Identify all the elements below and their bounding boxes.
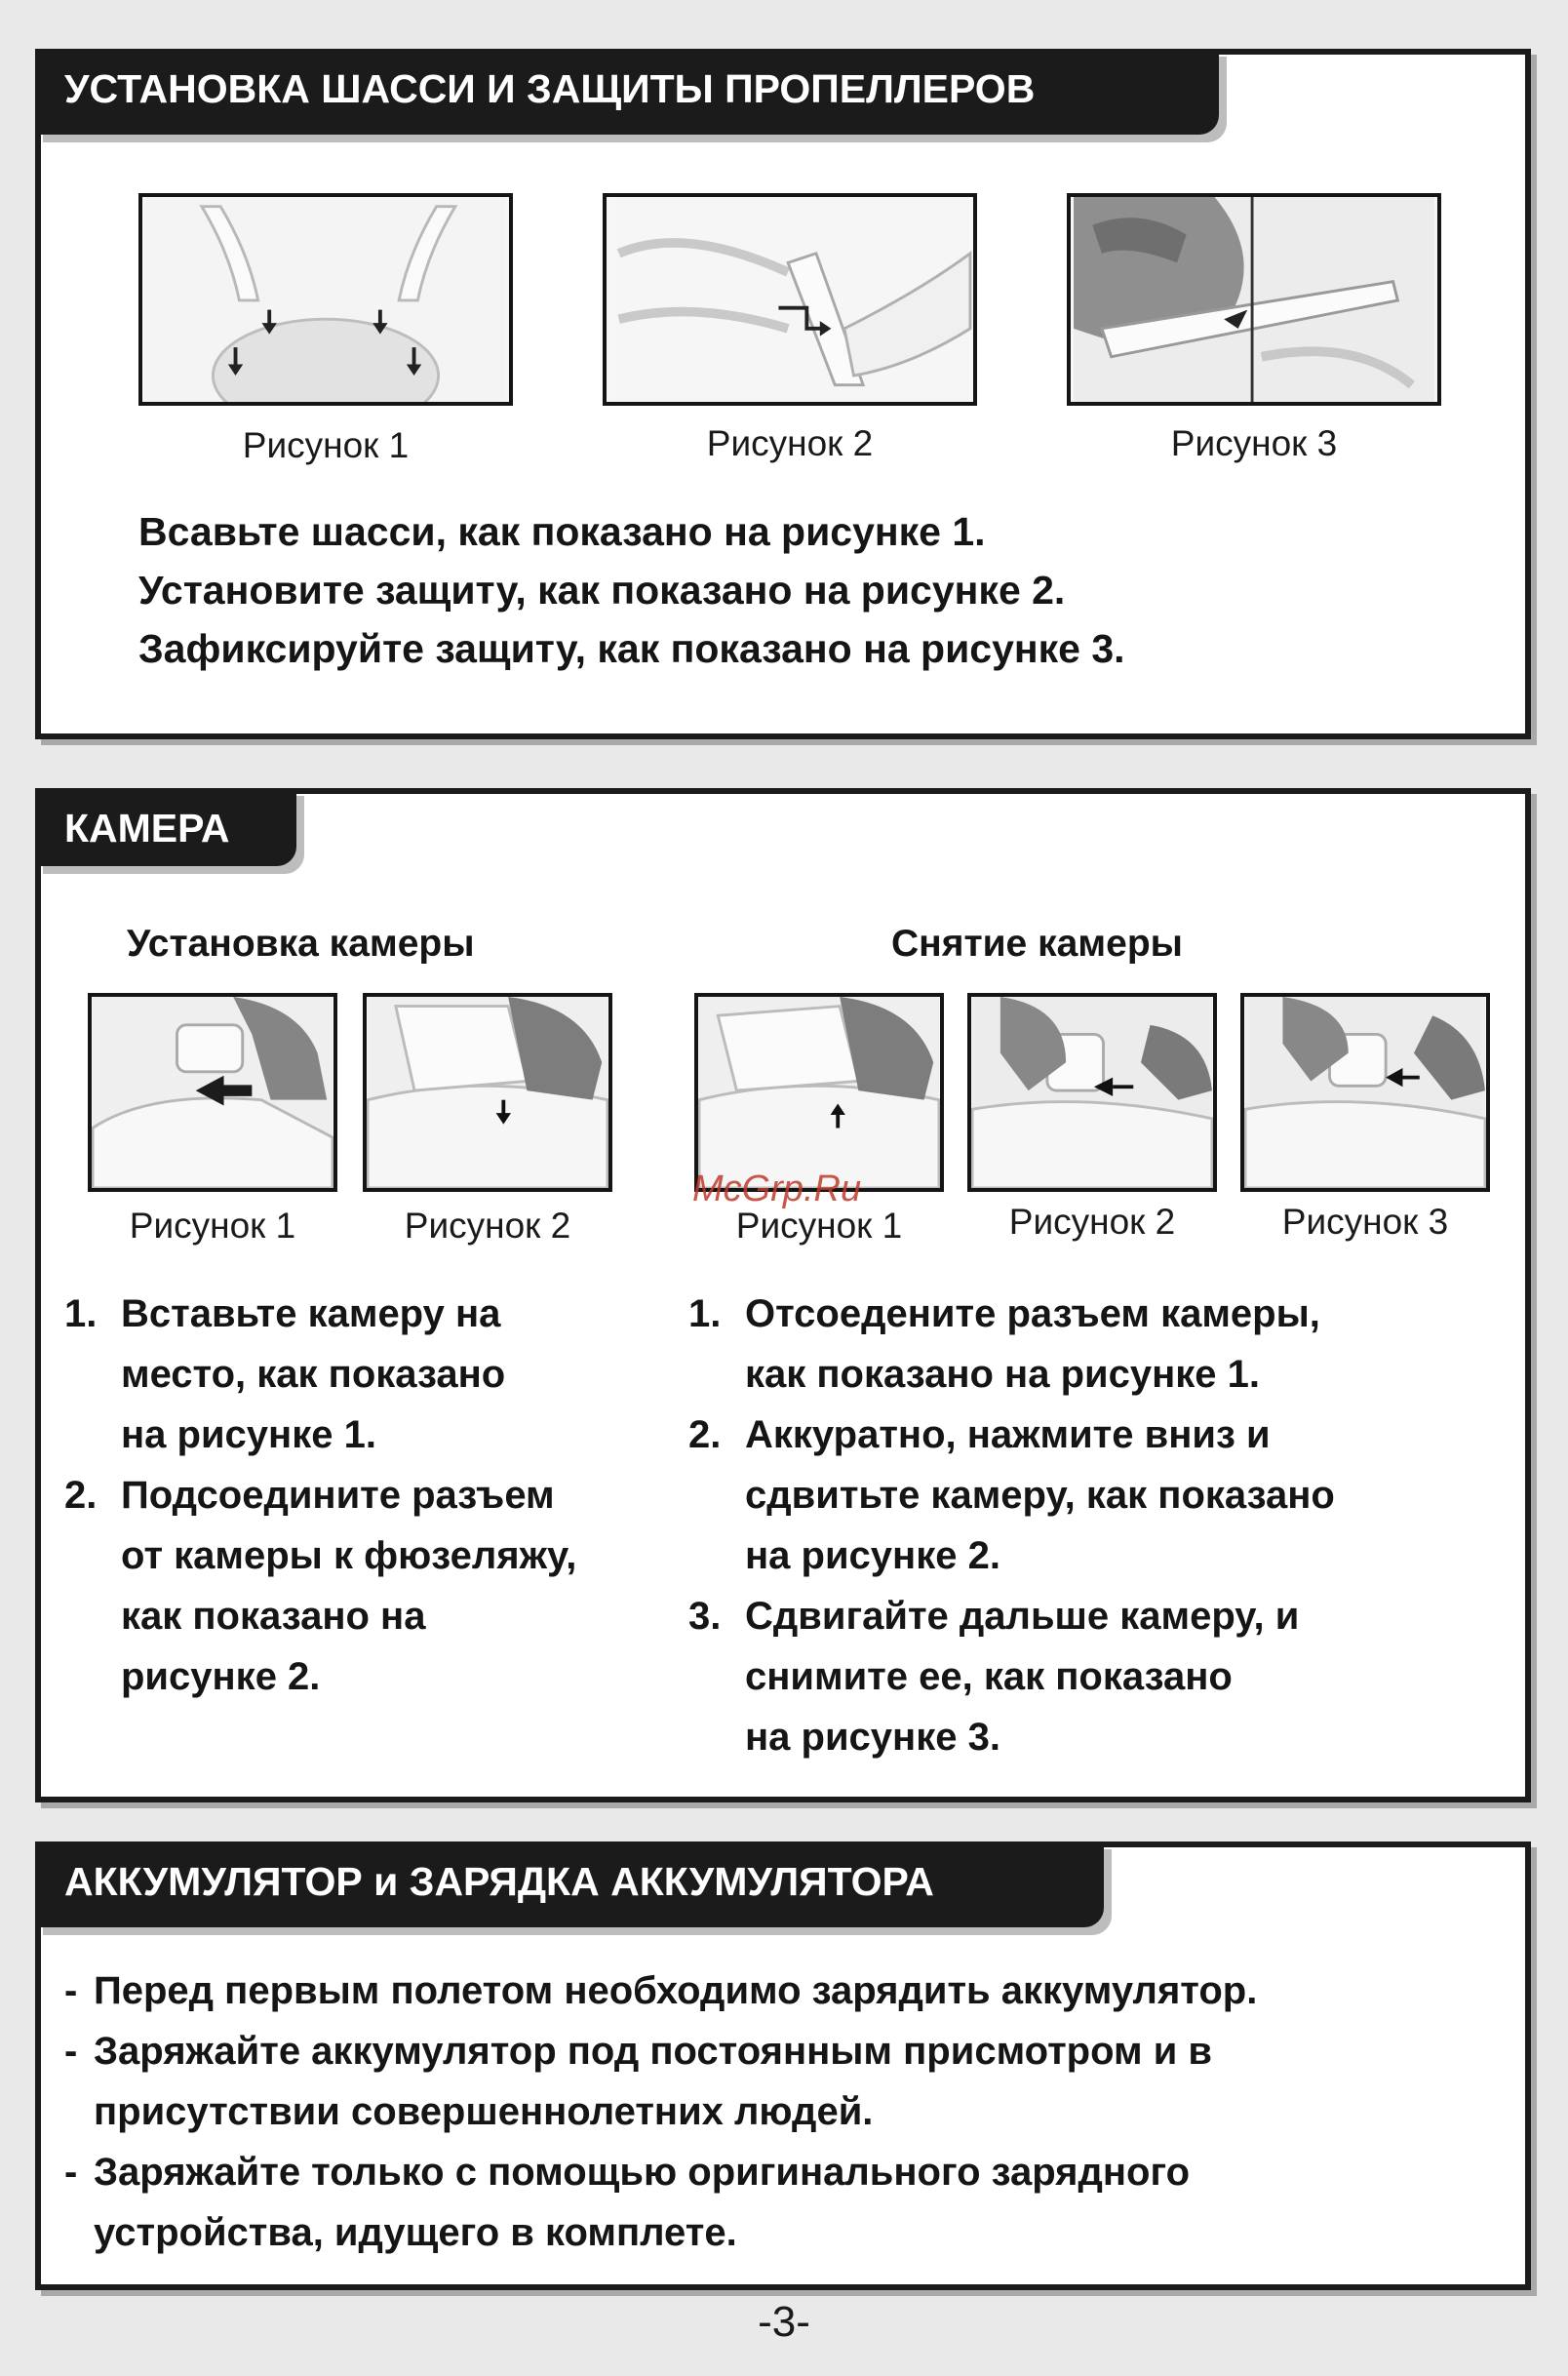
section-title: УСТАНОВКА ШАССИ И ЗАЩИТЫ ПРОПЕЛЛЕРОВ: [35, 49, 1219, 135]
figure-guard-fix-photo: [1067, 193, 1441, 406]
remove-camera-heading: Снятие камеры: [891, 923, 1183, 965]
figure-install-1-photo: [88, 993, 337, 1192]
install-steps: [64, 1284, 576, 1707]
step-item: 1. Вставьте камеру на место, как показано на рисунке 1.: [64, 1292, 506, 1456]
figure-caption: Рисунок 1: [735, 1206, 903, 1246]
step-item: 2. Аккуратно, нажмите вниз и сдвитьте камеру, как показано на рисунке 2.: [688, 1413, 1335, 1577]
figure-caption: Рисунок 2: [1008, 1202, 1176, 1242]
step-item: 2. Подсоедините разъем от камеры к фюзеляжу, как показано на рисунке 2.: [64, 1474, 577, 1698]
camera-section: [35, 788, 1531, 1802]
instruction-line: Зафиксируйте защиту, как показано на рисунке 3.: [138, 626, 1125, 671]
step-item: 3. Сдвигайте дальше камеру, и снимите ее, как показано на рисунке 3.: [688, 1595, 1300, 1759]
figure-install-2-photo: [363, 993, 612, 1192]
landing-gear-section: [35, 49, 1531, 739]
instruction-line: Всавьте шасси, как показано на рисунке 1.: [138, 509, 986, 554]
figure-caption: Рисунок 1: [242, 425, 410, 465]
instruction-line: Установите защиту, как показано на рисунке 2.: [138, 568, 1066, 613]
figure-caption: Рисунок 2: [706, 423, 874, 463]
figure-caption: Рисунок 2: [404, 1206, 571, 1246]
figure-remove-2-photo: [967, 993, 1217, 1192]
section-title: АККУМУЛЯТОР и ЗАРЯДКА АККУМУЛЯТОРА: [35, 1841, 1104, 1927]
section-title: КАМЕРА: [35, 788, 296, 866]
watermark: McGrp.Ru: [692, 1168, 862, 1209]
battery-section: [35, 1841, 1531, 2290]
bullet-item: - Перед первым полетом необходимо зарядить аккумулятор.: [64, 1969, 1258, 2012]
battery-bullets: [64, 1960, 1257, 2263]
figure-caption: Рисунок 3: [1281, 1202, 1449, 1242]
figure-landing-gear-photo: [138, 193, 513, 406]
figure-guard-photo: [603, 193, 977, 406]
figure-remove-1-photo: [694, 993, 944, 1192]
bullet-item: - Заряжайте аккумулятор под постоянным присмотром и в присутствии совершеннолетних людей.: [64, 2030, 1212, 2133]
remove-steps: [688, 1284, 1335, 1767]
figure-caption: Рисунок 3: [1170, 423, 1338, 463]
figure-caption: Рисунок 1: [129, 1206, 296, 1246]
page-number: -3-: [758, 2298, 810, 2346]
step-item: 1. Отсоедените разъем камеры, как показано на рисунке 1.: [688, 1292, 1320, 1396]
figure-remove-3-photo: [1240, 993, 1490, 1192]
bullet-item: - Заряжайте только с помощью оригинального зарядного устройства, идущего в комплете.: [64, 2151, 1191, 2254]
install-camera-heading: Установка камеры: [127, 923, 475, 965]
